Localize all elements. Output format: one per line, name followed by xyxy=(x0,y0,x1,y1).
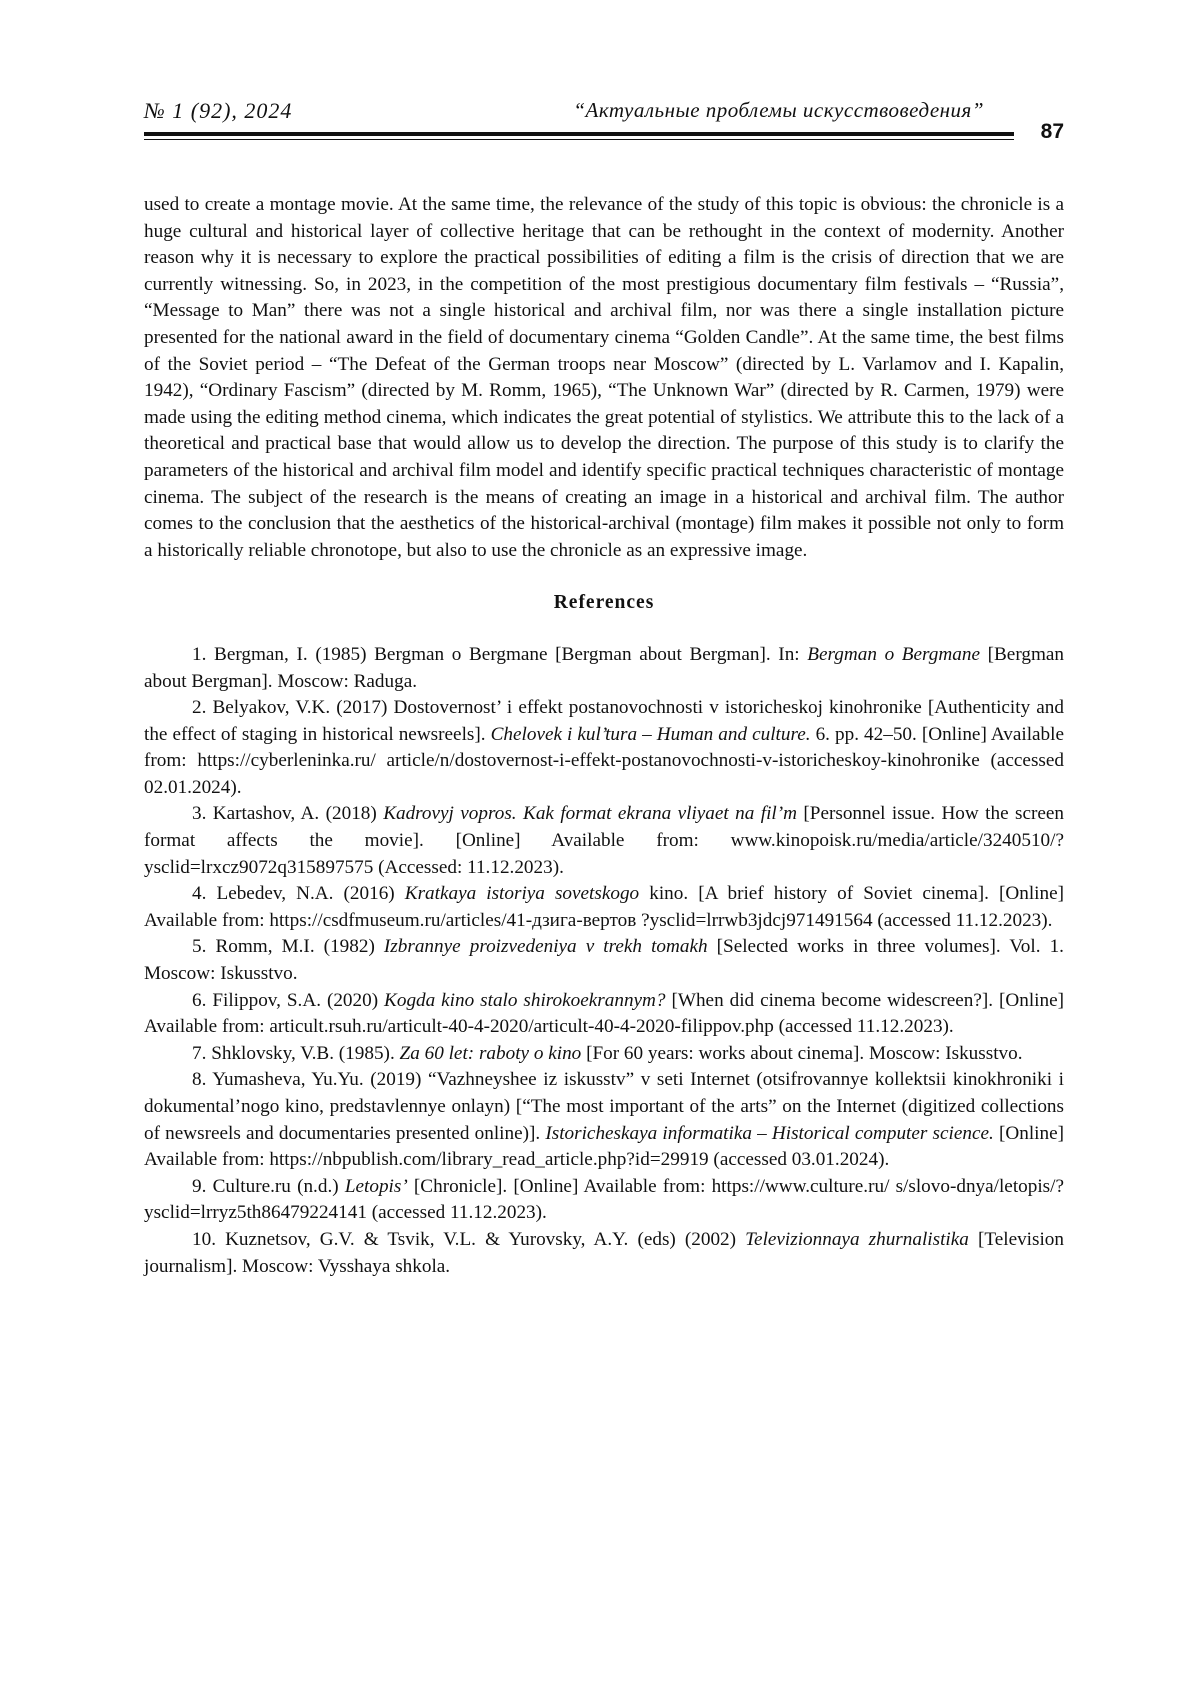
reference-item xyxy=(144,1227,1064,1280)
reference-title: Istoricheskaya informatika – Historical computer science. xyxy=(545,1123,993,1144)
reference-item xyxy=(144,1067,1064,1173)
reference-text: [Chronicle]. [Online] Available from: https://www.culture.ru/ s/slovo-dnya/letopis/?ysclid=lrryz5th86479224141 (accessed 11.12.2023). xyxy=(144,1176,1064,1224)
reference-title: Letopis’ xyxy=(345,1176,408,1197)
reference-text: 7. Shklovsky, V.B. (1985). xyxy=(192,1043,400,1064)
reference-title: Izbrannye proizvedeniya v trekh tomakh xyxy=(384,936,708,957)
reference-text: 6. Filippov, S.A. (2020) xyxy=(192,990,384,1011)
reference-item xyxy=(144,1174,1064,1227)
header-rule-thin xyxy=(144,139,1014,140)
reference-item xyxy=(144,801,1064,881)
reference-title: Televizionnaya zhurnalistika xyxy=(745,1229,969,1250)
reference-text: 5. Romm, M.I. (1982) xyxy=(192,936,384,957)
reference-title: Za 60 let: raboty o kino xyxy=(400,1043,582,1064)
reference-item xyxy=(144,1041,1064,1068)
reference-title: Chelovek i kul’tura – Human and culture. xyxy=(491,724,811,745)
references-list xyxy=(144,642,1064,1280)
reference-text: 4. Lebedev, N.A. (2016) xyxy=(192,883,405,904)
reference-text: [Bergman about Bergman]. Moscow: Raduga. xyxy=(144,644,1064,692)
page-number: 87 xyxy=(1041,120,1064,144)
reference-title: Kadrovyj vopros. Kak format ekrana vliyaet na fil’m xyxy=(383,803,797,824)
reference-title: Bergman o Bergmane xyxy=(807,644,980,665)
reference-text: [For 60 years: works about cinema]. Moscow: Iskusstvo. xyxy=(581,1043,1022,1064)
reference-text: 2. Belyakov, V.K. (2017) Dostovernost’ i effekt postanovochnosti v istoricheskoj kinohronike [Authenticity and the effect of staging in historical newsreels]. xyxy=(144,697,1064,745)
reference-text: 1. Bergman, I. (1985) Bergman o Bergmane [Bergman about Bergman]. In: xyxy=(192,644,807,665)
page-content xyxy=(144,192,1064,1280)
reference-text: 3. Kartashov, A. (2018) xyxy=(192,803,383,824)
reference-text: [Online] Available from: https://nbpublish.com/library_read_article.php?id=29919 (accessed 03.01.2024). xyxy=(144,1123,1064,1171)
reference-item xyxy=(144,695,1064,801)
reference-text: kino. [A brief history of Soviet cinema]. [Online] Available from: https://csdfmuseum.ru/articles/41-дзига-вертов ?ysclid=lrrwb3jdcj971491564 (accessed 11.12.2023). xyxy=(144,883,1064,931)
reference-item xyxy=(144,642,1064,695)
reference-item xyxy=(144,881,1064,934)
references-heading: References xyxy=(144,590,1064,617)
reference-text: 10. Kuznetsov, G.V. & Tsvik, V.L. & Yurovsky, A.Y. (eds) (2002) xyxy=(192,1229,745,1250)
reference-title: Kratkaya istoriya sovetskogo xyxy=(405,883,639,904)
body-paragraph: used to create a montage movie. At the same time, the relevance of the study of this topic is obvious: the chronicle is a huge cultural and historical layer of collective heritage that can be rethought in the context of modernity. Another reason why it is necessary to explore the practical possibilities of editing a film is the crisis of direction that we are currently witnessing. So, in 2023, in the competition of the most prestigious documentary film festivals – “Russia”, “Message to Man” there was not a single historical and archival film, nor was there a single installation picture presented for the national award in the field of documentary cinema “Golden Candle”. At the same time, the best films of the Soviet period – “The Defeat of the German troops near Moscow” (directed by L. Varlamov and I. Kapalin, 1942), “Ordinary Fascism” (directed by M. Romm, 1965), “The Unknown War” (directed by R. Carmen, 1979) were made using the editing method cinema, which indicates the great potential of stylistics. We attribute this to the lack of a theoretical and practical base that would allow us to develop the direction. The purpose of this study is to clarify the parameters of the historical and archival film model and identify specific practical techniques characteristic of montage cinema. The subject of the research is the means of creating an image in a historical and archival film. The author comes to the conclusion that the aesthetics of the historical-archival (montage) film makes it possible not only to form a historically reliable chronotope, but also to use the chronicle as an expressive image. xyxy=(144,192,1064,564)
issue-number: № 1 (92), 2024 xyxy=(144,98,292,124)
reference-item xyxy=(144,934,1064,987)
header-rule-thick xyxy=(144,132,1014,136)
reference-text: [When did cinema become widescreen?]. [Online] Available from: articult.rsuh.ru/articult-40-4-2020/articult-40-4-2020-filippov.php (accessed 11.12.2023). xyxy=(144,990,1064,1038)
reference-item xyxy=(144,988,1064,1041)
reference-title: Kogda kino stalo shirokoekrannym? xyxy=(384,990,665,1011)
reference-text: [Television journalism]. Moscow: Vysshaya shkola. xyxy=(144,1229,1064,1277)
reference-text: [Selected works in three volumes]. Vol. 1. Moscow: Iskusstvo. xyxy=(144,936,1064,984)
reference-text: 6. pp. 42–50. [Online] Available from: https://cyberleninka.ru/ article/n/dostovernost-i-effekt-postanovochnosti-v-istoricheskoy-kinohronike (accessed 02.01.2024). xyxy=(144,724,1064,798)
reference-text: 8. Yumasheva, Yu.Yu. (2019) “Vazhneyshee iz iskusstv” v seti Internet (otsifrovannye kollektsii kinokhroniki i dokumental’nogo kino, predstavlennye onlayn) [“The most important of the arts” on the Internet (digitized collections of newsreels and documentaries presented online)]. xyxy=(144,1069,1064,1143)
reference-text: [Personnel issue. How the screen format affects the movie]. [Online] Available from: www.kinopoisk.ru/media/article/3240510/?ysclid=lrxcz9072q315897575 (Accessed: 11.12.2023). xyxy=(144,803,1064,877)
reference-text: 9. Culture.ru (n.d.) xyxy=(192,1176,345,1197)
journal-title: “Актуальные проблемы искусствоведения” xyxy=(573,98,984,123)
running-header xyxy=(144,98,1064,158)
